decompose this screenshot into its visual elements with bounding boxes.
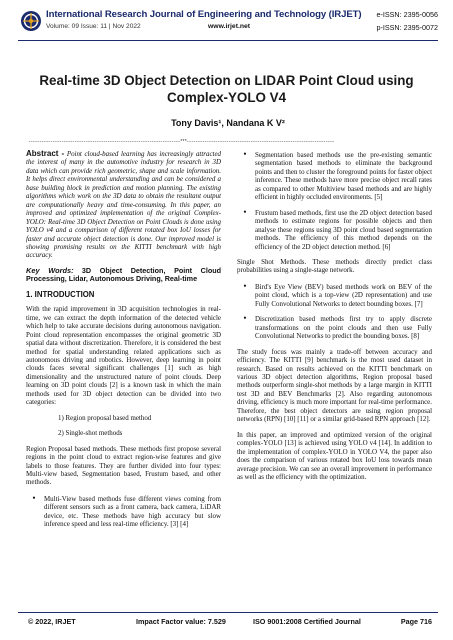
header-divider [18, 40, 438, 41]
list-item: • Multi-View based methods fuse different views coming from different sensors such as a front camera, back camera, LiDAR device, etc. These methods have high accuracy but slow inference speed and less real-time efficiency. [3] [4] [40, 494, 221, 529]
keywords-text: 3D Object Detection, Point Cloud Processing, Lidar, Autonomous Driving, Real-time [26, 265, 222, 284]
method-category-1: 1) Region proposal based method [58, 413, 152, 422]
abstract [26, 150, 221, 260]
journal-website-link[interactable]: www.irjet.net [208, 23, 251, 30]
list-item: • Bird's Eye View (BEV) based methods work on BEV of the point cloud, which is a top-view (2D representation) and use Fully Convolutional Networks to detect bounding boxes. [7] [251, 282, 432, 308]
footer-iso: ISO 9001:2008 Certified Journal [253, 617, 361, 626]
list-item: • Segmentation based methods use the pre-existing semantic segmentation based methods to eliminate the background points and then to cluster the foreground points for faster object inference. These methods have more precise object recall rates as compared to other Multiview based methods and are highly efficient in highly occluded environments. [5] [251, 150, 432, 202]
abstract-text: Point cloud-based learning has increasingly attracted the interest of many in the automotive industry for research in 3D data which can provide rich geometric, shape and scale information. It helps direct environmental understanding and can be considered a base building block in prediction and motion planning. The existing algorithms which work on the 3D data to obtain the resultant output are computationally heavy and time-consuming. In this paper, an improved and optimized implementation of the original Complex-YOLO: Real-time 3D Object Detection on Point Clouds is done using YOLO v4 and a comparison of different rotated box IoU losses for faster and accurate object detection is done. Our improved model is showing promising results on the KITTI benchmark with high accuracy. [26, 150, 222, 260]
journal-name: International Research Journal of Engineering and Technology (IRJET) [46, 9, 362, 20]
journal-footer [18, 617, 438, 631]
list-item: • Frustum based methods, first use the 2D object detection based methods to estimate regions for possible objects and then analyse these regions using 3D point cloud based segmentation methods. The efficiency of this method depends on the efficiency of the 2D object detection method. [6] [251, 208, 432, 251]
footer-divider [18, 612, 438, 613]
intro-paragraph-1: With the rapid improvement in 3D acquisition technologies in real-time, we can extract the depth information of the detected vehicle which help to take accurate decisions during autonomous navigation. Point cloud representation encompasses the original geometric 3D spatial data without discretization. Therefore, it is considered the best method for spatial understanding related applications such as autonomous driving and robotics. However, deep learning in point clouds faces several significant challenges [1] such as high dimensionality and the unstructured nature of point clouds. Deep learning on 3D point clouds [2] is a known task in which the main methods used for 3D object detection can be divided into two categories: [26, 305, 221, 407]
irjet-logo-icon [20, 10, 42, 32]
section-heading-introduction: 1. INTRODUCTION [26, 289, 95, 299]
footer-impact-factor: Impact Factor value: 7.529 [136, 617, 226, 626]
method-category-2: 2) Single-shot methods [58, 429, 123, 438]
single-shot-paragraph: Single Shot Methods. These methods directly predict class probabilities using a single-stage network. [237, 257, 432, 275]
left-column [26, 150, 221, 536]
list-item: • Discretization based methods first try to apply discrete transformations on the point clouds and then use Fully Convolutional Networks to predict the bounding boxes. [8] [251, 314, 432, 340]
intro-paragraph-2: Region Proposal based methods. These methods first propose several regions in the point cloud to extract region-wise features and give labels to those features. They are further divided into four types: Multi-view based, Segmentation based, Frustum based, and other methods. [26, 444, 221, 487]
eissn: e-ISSN: 2395-0056 [376, 10, 438, 19]
right-column [237, 150, 432, 488]
paper-authors: Tony Davis¹, Nandana K V² [171, 118, 285, 128]
study-paragraph: The study focus was mainly a trade-off between accuracy and efficiency. The KITTI [9] benchmark is the most used dataset in research. Based on results achieved on the KITTI benchmark on various 3D object detection algorithms, Region proposal based methods outperform single-shot methods by a large margin in KITTI test 3D and BEV Benchmarks [2]. Also regarding autonomous driving, efficiency is much more important for real-time performance. Therefore, the best object detectors are using region proposal networks (RPN) [10] [11] or a similar grid-based RPN approach [12]. [237, 347, 432, 424]
paper-title: Real-time 3D Object Detection on LIDAR Point Cloud using Complex-YOLO V4 [39, 73, 414, 105]
abstract-label: Abstract - [26, 149, 65, 158]
left-bullet-list [26, 494, 221, 529]
journal-header [18, 8, 438, 38]
keywords-label: Key Words: [26, 265, 74, 275]
footer-page-number: Page 716 [400, 617, 432, 626]
right-bullet-list-1 [237, 150, 432, 251]
title-separator: ---------------------------------------------------------------------***------------------------------------------------------------------- [28, 139, 334, 145]
pissn: p-ISSN: 2395-0072 [376, 23, 438, 32]
volume-issue: Volume: 09 Issue: 11 | Nov 2022 [46, 23, 141, 30]
right-bullet-list-2 [237, 282, 432, 341]
footer-copyright: © 2022, IRJET [28, 617, 76, 626]
keywords [26, 267, 221, 284]
paper-contribution-paragraph: In this paper, an improved and optimized version of the original complex-YOLO [13] is achieved using YOLO v4 [14]. In addition to the implementation of complex-YOLO in YOLO V4, the paper also does the comparison of various rotated box IoU loss towards mean average precision. We can see an overall improvement in performance as well as the efficiency with the optimization. [237, 430, 433, 481]
